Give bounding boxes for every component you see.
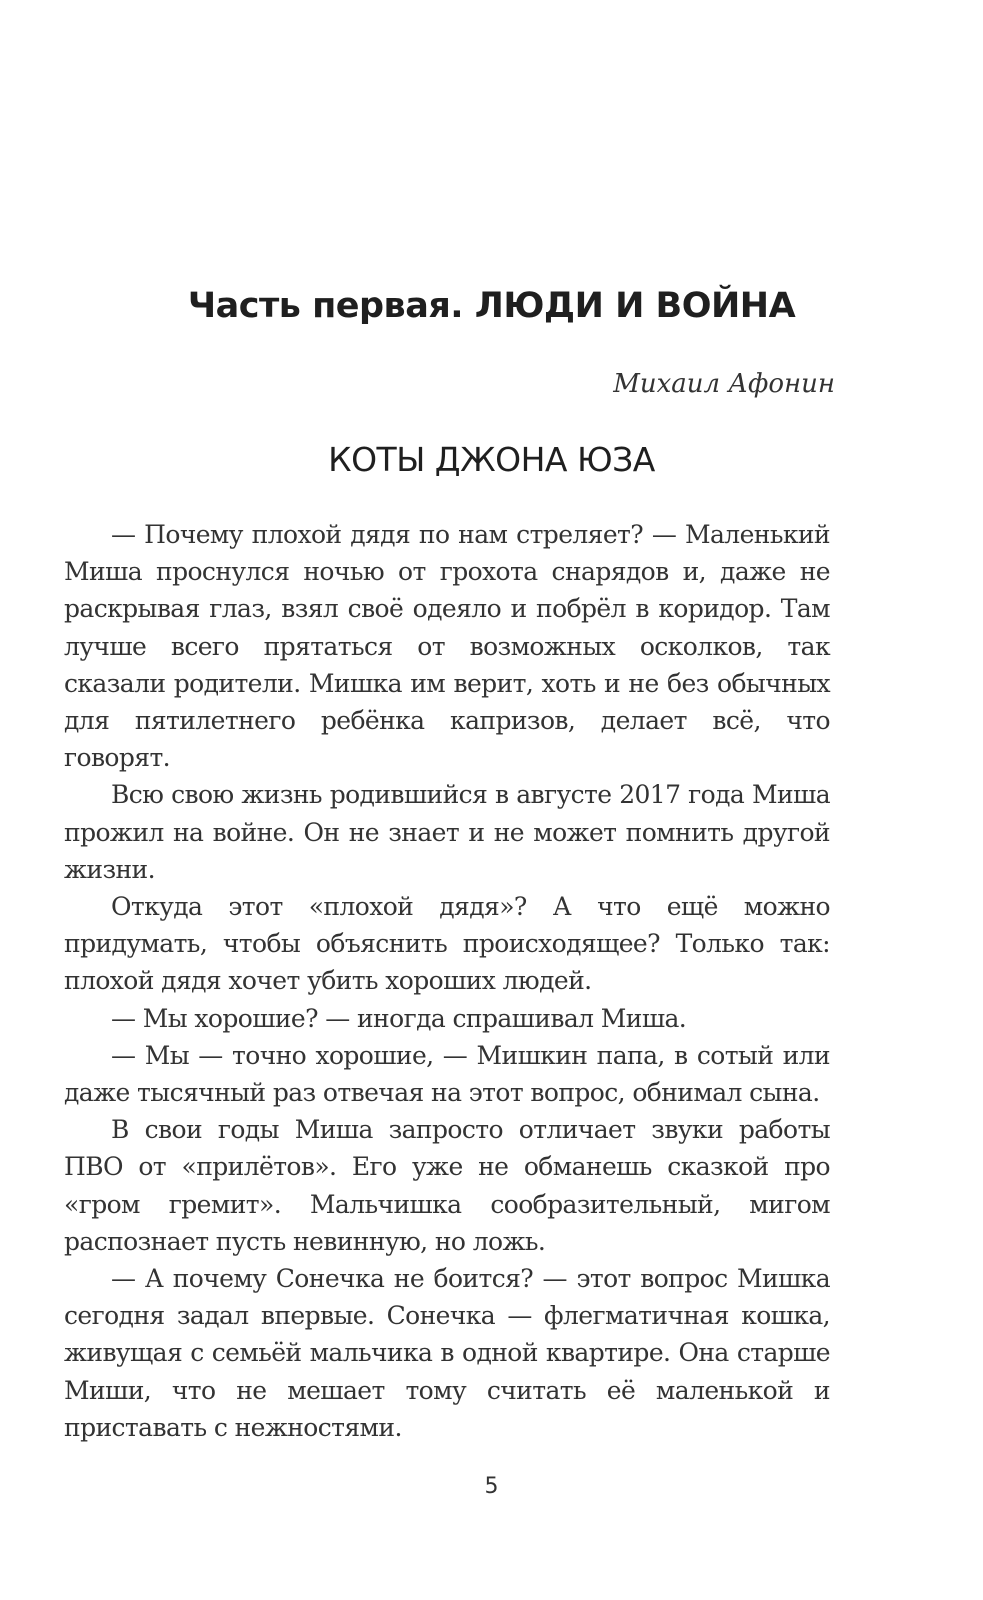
- part-title: Часть первая. ЛЮДИ И ВОЙНА: [187, 286, 796, 326]
- story-body: [64, 516, 830, 1446]
- paragraph-7: — А почему Сонечка не боится? — этот вопрос Мишка сегодня задал впервые. Сонечка — флегматичная кошка, живущая с семьёй мальчика в одной квартире. Она старше Миши, что не мешает тому считать её маленькой и приставать с нежностями.: [64, 1264, 830, 1442]
- paragraph-6: В свои годы Миша запросто отличает звуки работы ПВО от «прилётов». Его уже не обманешь сказкой про «гром гремит». Мальчишка сообразительный, мигом распознает пусть невинную, но ложь.: [64, 1115, 830, 1256]
- paragraph-4: — Мы хорошие? — иногда спрашивал Миша.: [111, 1003, 687, 1033]
- paragraph-3: Откуда этот «плохой дядя»? А что ещё можно придумать, чтобы объяснить происходящее? Только так: плохой дядя хочет убить хороших людей.: [64, 892, 830, 996]
- paragraph-1: — Почему плохой дядя по нам стреляет? — Маленький Миша проснулся ночью от грохота снарядов и, даже не раскрывая глаз, взял своё одеяло и побрёл в коридор. Там лучше всего прятаться от возможных осколков, так сказали родители. Мишка им верит, хоть и не без обычных для пятилетнего ребёнка капризов, делает всё, что говорят.: [64, 520, 830, 773]
- page-number: 5: [484, 1474, 499, 1499]
- paragraph-5: — Мы — точно хорошие, — Мишкин папа, в сотый или даже тысячный раз отвечая на этот вопрос, обнимал сына.: [64, 1040, 830, 1108]
- paragraph-2: Всю свою жизнь родившийся в августе 2017 года Миша прожил на войне. Он не знает и не может помнить другой жизни.: [64, 780, 830, 884]
- author-name: Михаил Афонин: [613, 369, 835, 399]
- story-title: КОТЫ ДЖОНА ЮЗА: [328, 440, 655, 479]
